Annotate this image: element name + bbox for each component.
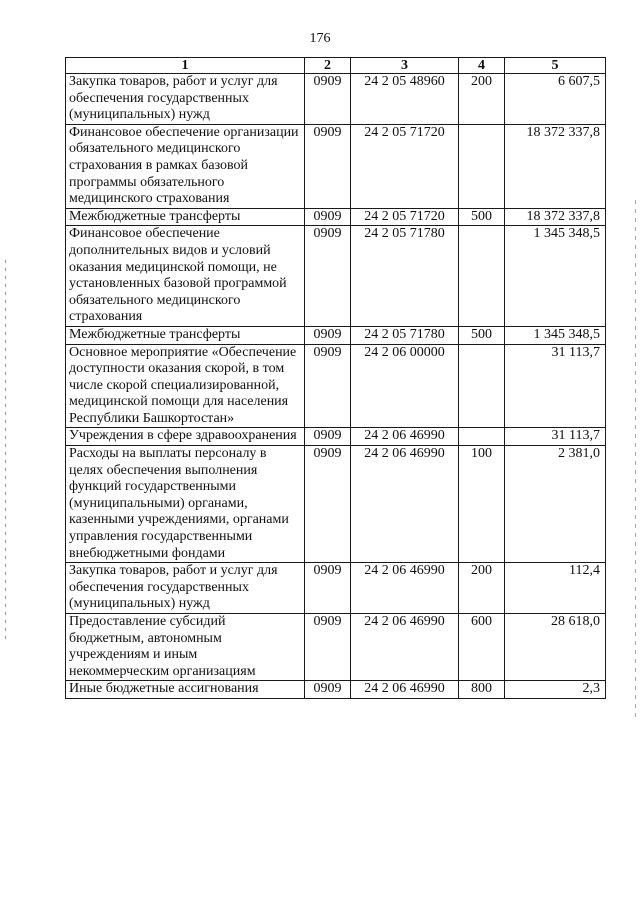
row-name-cell: Закупка товаров, работ и услуг для обеспечения государственных (муниципальных) нужд: [66, 74, 305, 125]
table-row: [66, 124, 606, 208]
row-article-cell: 24 2 05 71780: [351, 326, 459, 344]
row-amount-cell: 6 607,5: [505, 74, 606, 125]
column-header: 5: [505, 58, 606, 74]
table-row: [66, 681, 606, 699]
row-name-cell: Предоставление субсидий бюджетным, автономным учреждениям и иным некоммерческим организациям: [66, 614, 305, 681]
row-name-cell: Учреждения в сфере здравоохранения: [66, 428, 305, 446]
page-number: 176: [309, 31, 331, 46]
table-row: [66, 74, 606, 125]
row-article-cell: 24 2 06 46990: [351, 446, 459, 563]
row-section-cell: 0909: [305, 681, 351, 699]
row-amount-cell: 1 345 348,5: [505, 326, 606, 344]
row-expense-type-cell: 600: [459, 614, 505, 681]
column-header: 3: [351, 58, 459, 74]
row-name-cell: Иные бюджетные ассигнования: [66, 681, 305, 699]
row-expense-type-cell: [459, 428, 505, 446]
row-article-cell: 24 2 06 46990: [351, 563, 459, 614]
row-name-cell: Расходы на выплаты персоналу в целях обеспечения выполнения функций государственными (муниципальными) органами, казенными учреждениями, органами управления государственными внебюджетными фондами: [66, 446, 305, 563]
row-article-cell: 24 2 06 46990: [351, 428, 459, 446]
column-header: 2: [305, 58, 351, 74]
row-section-cell: 0909: [305, 208, 351, 226]
row-section-cell: 0909: [305, 563, 351, 614]
row-amount-cell: 112,4: [505, 563, 606, 614]
row-expense-type-cell: 800: [459, 681, 505, 699]
row-name-cell: Межбюджетные трансферты: [66, 326, 305, 344]
table-row: [66, 563, 606, 614]
row-expense-type-cell: 200: [459, 74, 505, 125]
row-amount-cell: 28 618,0: [505, 614, 606, 681]
row-section-cell: 0909: [305, 614, 351, 681]
row-name-cell: Финансовое обеспечение организации обязательного медицинского страхования в рамках базовой программы обязательного медицинского страхования: [66, 124, 305, 208]
row-section-cell: 0909: [305, 226, 351, 327]
row-article-cell: 24 2 06 00000: [351, 344, 459, 428]
table-row: [66, 614, 606, 681]
scan-edge-right: [635, 200, 636, 720]
row-article-cell: 24 2 05 71720: [351, 124, 459, 208]
row-expense-type-cell: [459, 124, 505, 208]
row-amount-cell: 31 113,7: [505, 428, 606, 446]
row-amount-cell: 1 345 348,5: [505, 226, 606, 327]
table-row: [66, 208, 606, 226]
scan-edge-left: [5, 260, 6, 640]
row-expense-type-cell: 500: [459, 208, 505, 226]
row-section-cell: 0909: [305, 344, 351, 428]
row-name-cell: Финансовое обеспечение дополнительных видов и условий оказания медицинской помощи, не установленных базовой программой обязательного медицинского страхования: [66, 226, 305, 327]
row-expense-type-cell: 500: [459, 326, 505, 344]
row-article-cell: 24 2 06 46990: [351, 681, 459, 699]
row-expense-type-cell: 100: [459, 446, 505, 563]
row-article-cell: 24 2 05 48960: [351, 74, 459, 125]
row-expense-type-cell: [459, 344, 505, 428]
row-expense-type-cell: [459, 226, 505, 327]
table-row: [66, 226, 606, 327]
row-section-cell: 0909: [305, 428, 351, 446]
row-amount-cell: 2,3: [505, 681, 606, 699]
row-amount-cell: 18 372 337,8: [505, 124, 606, 208]
column-header: 1: [66, 58, 305, 74]
row-section-cell: 0909: [305, 446, 351, 563]
column-header: 4: [459, 58, 505, 74]
table-header-row: [66, 58, 606, 74]
table-row: [66, 344, 606, 428]
row-section-cell: 0909: [305, 326, 351, 344]
row-article-cell: 24 2 06 46990: [351, 614, 459, 681]
row-name-cell: Межбюджетные трансферты: [66, 208, 305, 226]
row-expense-type-cell: 200: [459, 563, 505, 614]
row-article-cell: 24 2 05 71720: [351, 208, 459, 226]
row-name-cell: Основное мероприятие «Обеспечение доступности оказания скорой, в том числе скорой специализированной, медицинской помощи для населения Республики Башкортостан»: [66, 344, 305, 428]
row-section-cell: 0909: [305, 124, 351, 208]
row-section-cell: 0909: [305, 74, 351, 125]
row-amount-cell: 2 381,0: [505, 446, 606, 563]
row-amount-cell: 18 372 337,8: [505, 208, 606, 226]
budget-table: [65, 57, 606, 699]
row-article-cell: 24 2 05 71780: [351, 226, 459, 327]
row-amount-cell: 31 113,7: [505, 344, 606, 428]
table-row: [66, 446, 606, 563]
table-row: [66, 428, 606, 446]
row-name-cell: Закупка товаров, работ и услуг для обеспечения государственных (муниципальных) нужд: [66, 563, 305, 614]
table-row: [66, 326, 606, 344]
